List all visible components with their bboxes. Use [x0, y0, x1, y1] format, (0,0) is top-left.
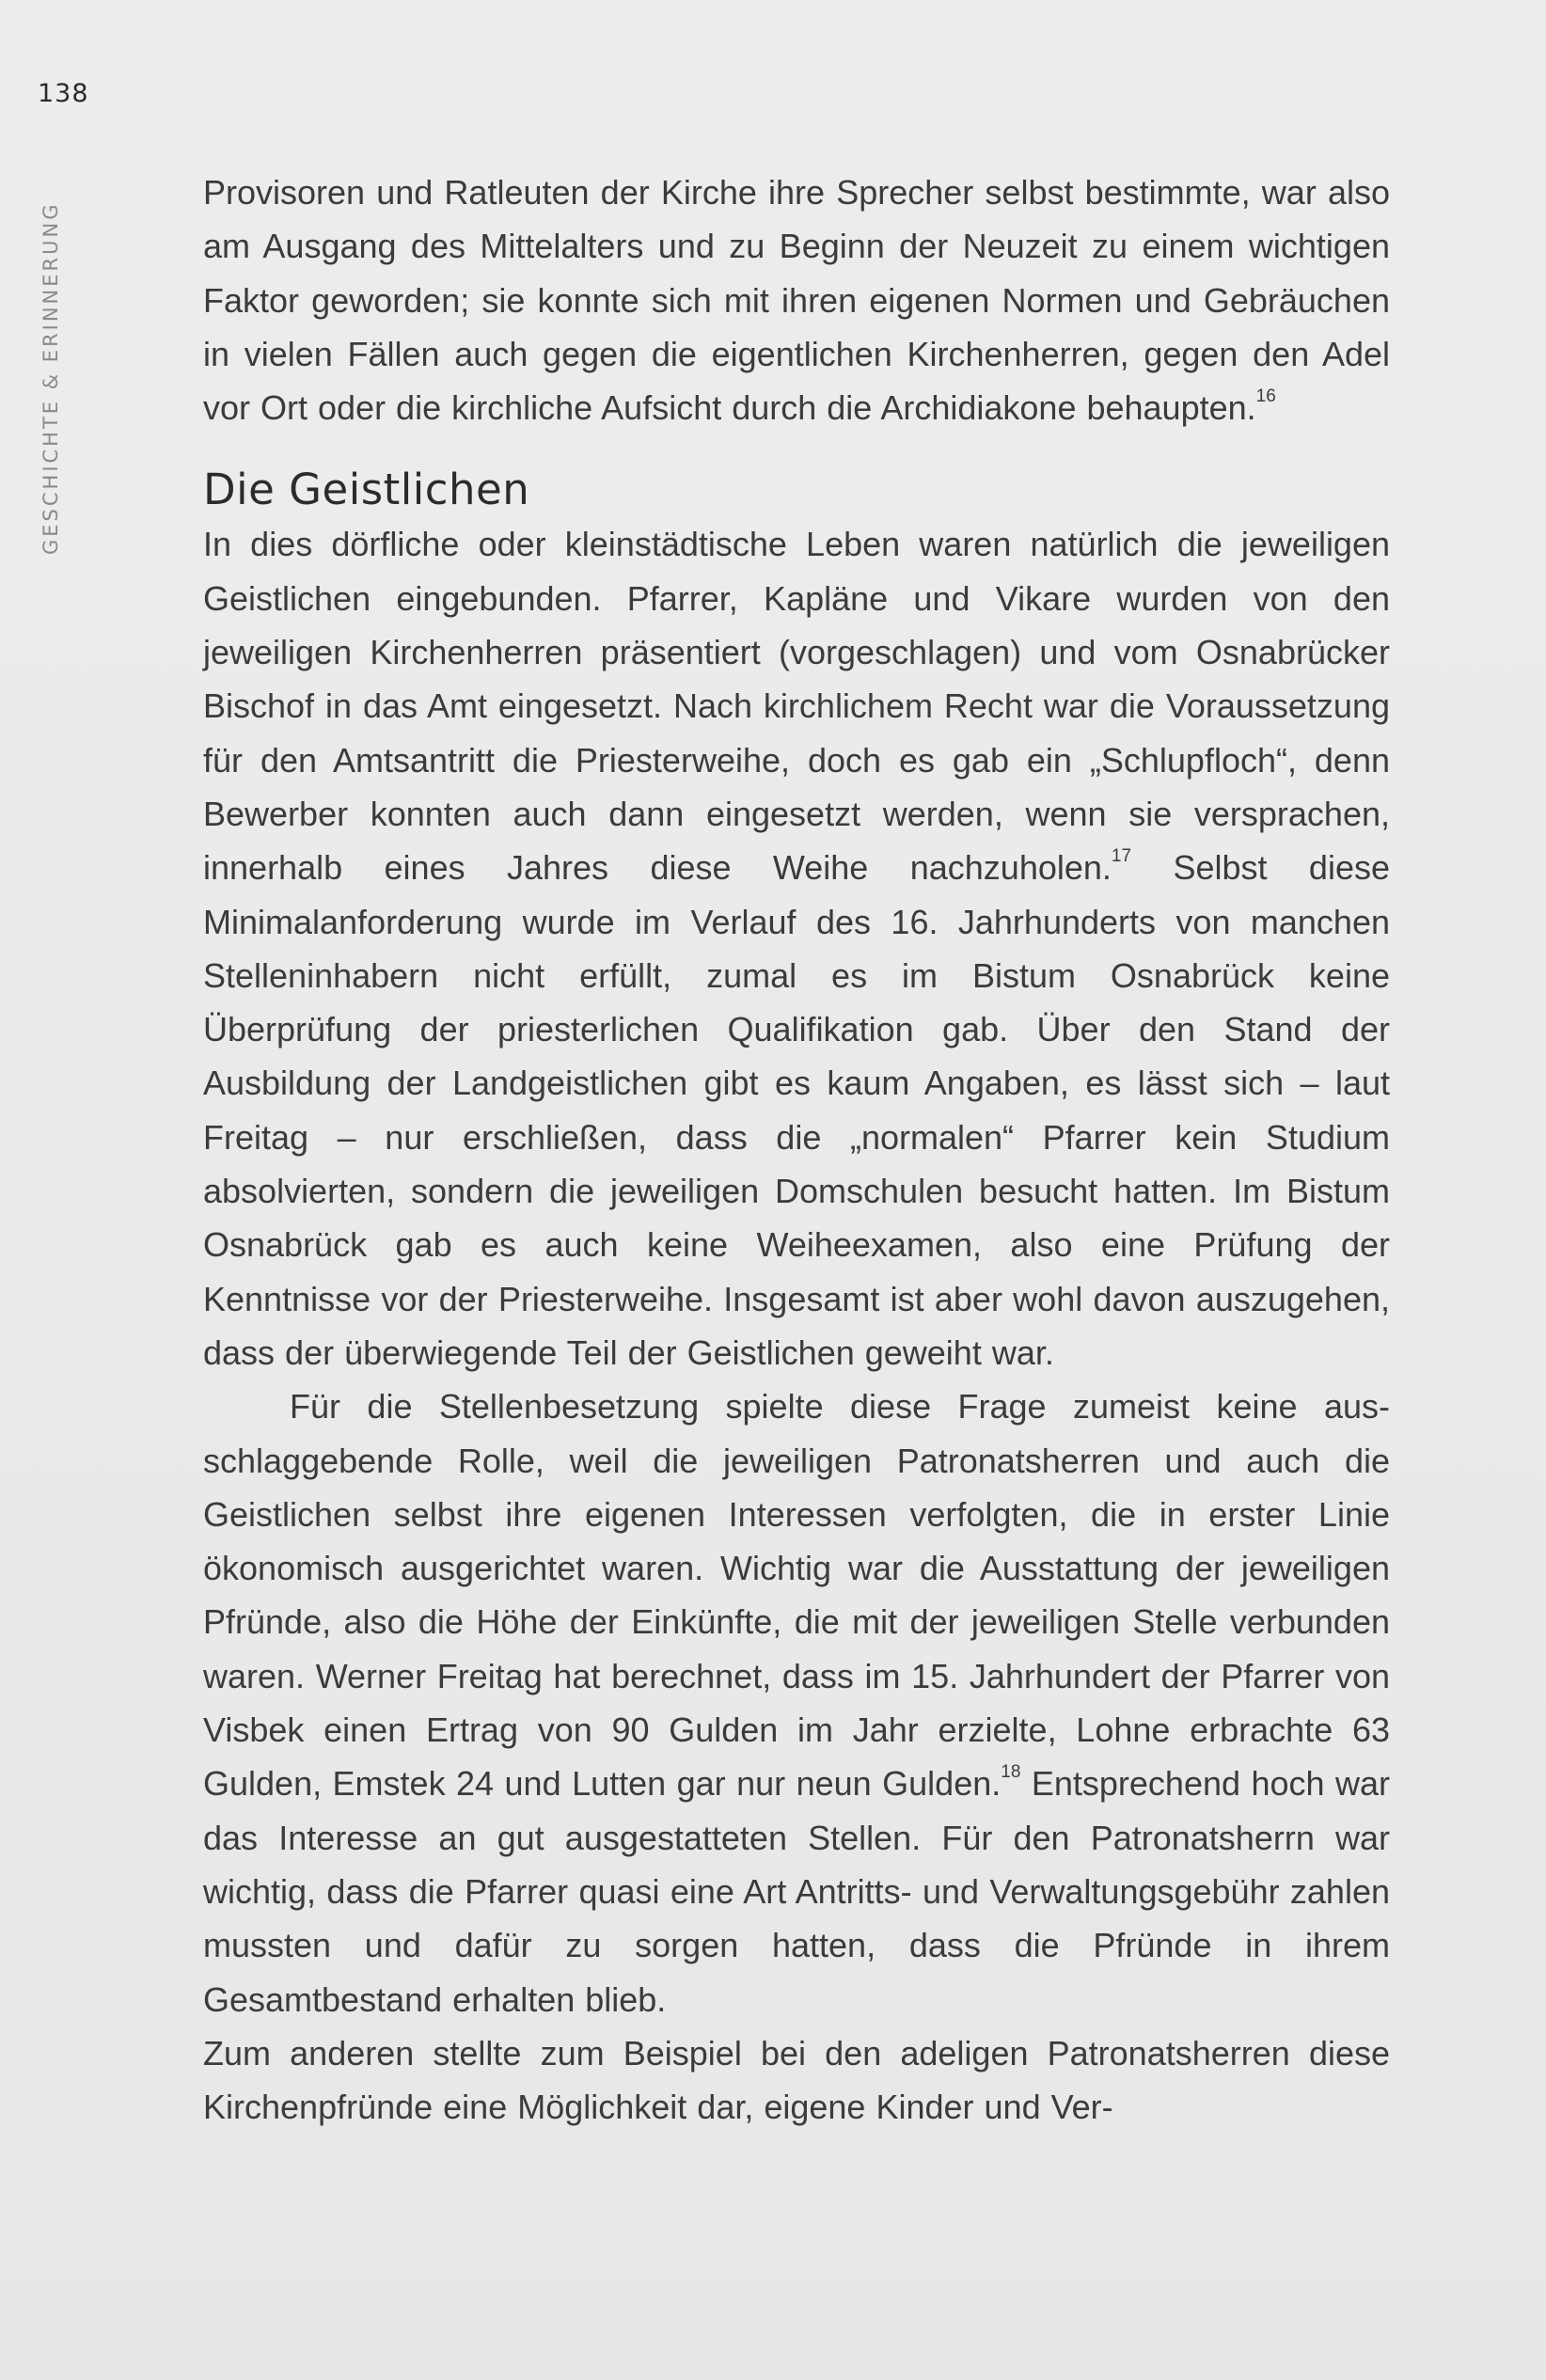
paragraph-intro-text: Provisoren und Ratleuten der Kirche ihre Sprecher selbst bestimmte, war also am Ausgang des Mittelalters und zu Beginn der Neuzeit zu einem wichtigen Faktor geworden; sie konnte sich mit ihren eigenen Normen und Gebräuchen in vielen Fällen auch gegen die eigentlichen Kirchenherren, gegen den Adel vor Ort oder die kirchliche Aufsicht durch die Archidiakone behaupten.	[203, 173, 1390, 428]
running-head-text: GESCHICHTE & ERINNERUNG	[39, 201, 62, 555]
footnote-marker-16: 16	[1255, 386, 1276, 407]
paragraph-intro	[203, 165, 1390, 434]
footnote-marker-17: 17	[1111, 846, 1132, 867]
paragraph-geistliche-text-2: Selbst diese Minimalanforderung wurde im Verlauf des 16. Jahrhunderts von manchen Stelleninhabern nicht erfüllt, zumal es im Bistum Osnabrück keine Überprüfung der priesterlichen Qualifikation gab. Über den Stand der Ausbildung der Landgeistlichen gibt es kaum Angaben, es lässt sich – laut Freitag – nur erschließen, dass die „normalen“ Pfarrer kein Studium absolvierten, sondern die jeweiligen Domschulen besucht hatten. Im Bistum Osnabrück gab es auch keine Weiheexamen, also eine Prüfung der Kenntnisse vor der Priesterweihe. Insgesamt ist aber wohl davon auszugehen, dass der überwiegende Teil der Geistlichen geweiht war.	[203, 848, 1390, 1372]
paragraph-geistliche	[203, 517, 1390, 1379]
footnote-marker-18: 18	[1001, 1762, 1021, 1783]
paragraph-patronatsherren	[203, 2026, 1390, 2135]
paragraph-patronatsherren-text: Zum anderen stellte zum Beispiel bei den adeligen Patronatsherren diese Kirchenpfründe eine Möglichkeit dar, eigene Kinder und Ver-	[203, 2033, 1390, 2127]
paragraph-stellenbesetzung-text-2: Entsprechend hoch war das Interesse an gut ausgestatteten Stellen. Für den Patronatsherrn war wichtig, dass die Pfarrer quasi eine Art Antritts- und Verwaltungsgebühr zahlen mussten und dafür zu sorgen hatten, dass die Pfründe in ihrem Gesamtbestand erhalten blieb.	[203, 1764, 1391, 2019]
section-heading: Die Geistlichen	[203, 465, 530, 515]
text-column	[203, 165, 1390, 2134]
paragraph-geistliche-text-1: In dies dörfliche oder kleinstädtische Leben waren natürlich die jeweiligen Geistlichen eingebunden. Pfarrer, Kapläne und Vikare wurden von den jeweiligen Kirchenherren präsentiert (vorgeschlagen) und vom Osnabrücker Bischof in das Amt eingesetzt. Nach kirchlichem Recht war die Voraussetzung für den Amtsantritt die Priesterweihe, doch es gab ein „Schlupfloch“, denn Bewerber konnten auch dann eingesetzt werden, wenn sie versprachen, innerhalb eines Jahres diese Weihe nachzuholen.	[203, 525, 1390, 888]
page-number: 138	[38, 79, 89, 108]
paragraph-stellenbesetzung	[203, 1379, 1390, 2026]
paragraph-stellenbesetzung-text-1: Für die Stellenbesetzung spielte diese Frage zumeist keine ausschlaggebende Rolle, weil die jeweiligen Patronatsherren und auch die Geistlichen selbst ihre eigenen Interessen verfolgten, die in erster Linie ökonomisch ausgerichtet waren. Wichtig war die Ausstattung der jeweiligen Pfründe, also die Höhe der Einkünfte, die mit der jeweiligen Stelle verbunden waren. Werner Freitag hat berechnet, dass im 15. Jahrhundert der Pfarrer von Visbek einen Ertrag von 90 Gulden im Jahr erzielte, Lohne erbrachte 63 Gulden, Emstek 24 und Lutten gar nur neun Gulden.	[203, 1387, 1390, 1804]
